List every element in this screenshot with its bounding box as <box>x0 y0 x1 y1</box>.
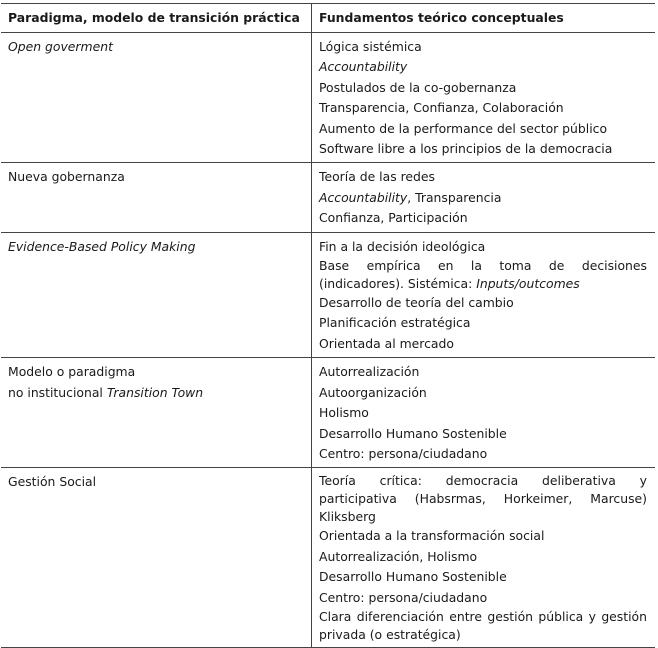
foundation-text: Clara diferenciación entre gestión pública y gestión privada (o estratégica) <box>319 608 647 642</box>
foundation-item <box>319 403 647 423</box>
header-paradigm: Paradigma, modelo de transición práctica <box>1 4 312 33</box>
paradigm-line <box>8 358 311 382</box>
foundation-item <box>319 33 647 57</box>
foundation-item <box>319 567 647 587</box>
foundation-text: Desarrollo Humano Sostenible <box>319 425 507 441</box>
paradigm-text: Nueva gobernanza <box>8 169 125 185</box>
foundation-item <box>319 313 647 333</box>
table-row <box>1 468 655 648</box>
paradigm-cell <box>1 232 312 358</box>
foundations-cell <box>312 232 656 358</box>
foundation-text: Desarrollo de teoría del cambio <box>319 295 514 311</box>
foundation-item <box>319 547 647 567</box>
foundation-text: Holismo <box>319 405 369 421</box>
paradigm-table <box>1 3 655 648</box>
foundation-text: Autorrealización <box>319 364 420 380</box>
paradigm-text: Modelo o paradigma <box>8 364 136 380</box>
paradigm-text: Transition Town <box>106 384 204 400</box>
foundation-item <box>319 163 647 187</box>
header-foundations: Fundamentos teórico conceptuales <box>312 4 656 33</box>
table-row <box>1 163 655 232</box>
foundation-text: Accountability <box>319 59 408 75</box>
foundation-text: Orientada a la transformación social <box>319 528 545 544</box>
foundation-text: Inputs/outcomes <box>476 276 580 292</box>
foundation-text: Base empírica en la toma de decisiones (indicadores). Sistémica: <box>319 258 647 292</box>
foundation-item <box>319 468 647 526</box>
foundation-text: Software libre a los principios de la democracia <box>319 141 613 157</box>
foundation-text: Postulados de la co-gobernanza <box>319 79 517 95</box>
foundation-item <box>319 608 647 647</box>
foundations-cell <box>312 468 656 648</box>
foundation-item <box>319 57 647 77</box>
foundation-text: Centro: persona/ciudadano <box>319 589 488 605</box>
foundation-item <box>319 208 647 231</box>
foundations-cell <box>312 163 656 232</box>
foundation-text: Centro: persona/ciudadano <box>319 445 488 461</box>
foundation-item <box>319 334 647 357</box>
paradigm-text: no institucional <box>8 384 107 400</box>
foundation-item <box>319 139 647 162</box>
foundation-item <box>319 424 647 444</box>
foundation-item <box>319 119 647 139</box>
table-header-row <box>1 4 655 33</box>
paradigm-cell <box>1 163 312 232</box>
foundation-text: Orientada al mercado <box>319 335 454 351</box>
table-row <box>1 358 655 468</box>
foundation-item <box>319 444 647 467</box>
foundation-item <box>319 293 647 313</box>
foundations-cell <box>312 33 656 163</box>
foundation-text: Teoría de las redes <box>319 169 435 185</box>
foundation-item <box>319 98 647 118</box>
foundation-text: Lógica sistémica <box>319 39 422 54</box>
foundation-item <box>319 358 647 382</box>
foundations-cell <box>312 358 656 468</box>
table-row <box>1 232 655 358</box>
foundation-text: Transparencia, Confianza, Colaboración <box>319 100 564 116</box>
foundation-item <box>319 588 647 608</box>
table-row <box>1 33 655 163</box>
foundation-item <box>319 526 647 546</box>
foundation-text: Confianza, Participación <box>319 210 468 226</box>
foundation-item <box>319 78 647 98</box>
paradigm-cell <box>1 33 312 163</box>
paradigm-cell <box>1 358 312 468</box>
foundation-text: Accountability <box>319 189 408 205</box>
paradigm-line <box>8 33 311 57</box>
foundation-item <box>319 383 647 403</box>
paradigm-line <box>8 468 311 492</box>
foundation-text: Planificación estratégica <box>319 315 471 331</box>
foundation-item <box>319 188 647 208</box>
foundation-text: Teoría crítica: democracia deliberativa y participativa (Habsrmas, Horkeimer, Marcuse) Kliksberg <box>319 473 647 525</box>
foundation-text: Desarrollo Humano Sostenible <box>319 569 507 585</box>
paradigm-text: Open goverment <box>8 39 113 54</box>
foundation-item <box>319 257 647 293</box>
paradigm-text: Gestión Social <box>8 474 97 490</box>
table-body <box>1 33 655 648</box>
foundation-text: Fin a la decisión ideológica <box>319 238 486 254</box>
paradigm-line <box>8 233 311 257</box>
foundation-text: Aumento de la performance del sector público <box>319 120 608 136</box>
paradigm-line <box>8 163 311 187</box>
foundation-text: Autorrealización, Holismo <box>319 548 478 564</box>
paradigm-text: Evidence-Based Policy Making <box>8 238 196 254</box>
foundation-item <box>319 233 647 257</box>
paradigm-line <box>8 383 311 403</box>
foundation-text: Autoorganización <box>319 384 427 400</box>
paradigm-cell <box>1 468 312 648</box>
foundation-text: , Transparencia <box>407 189 502 205</box>
